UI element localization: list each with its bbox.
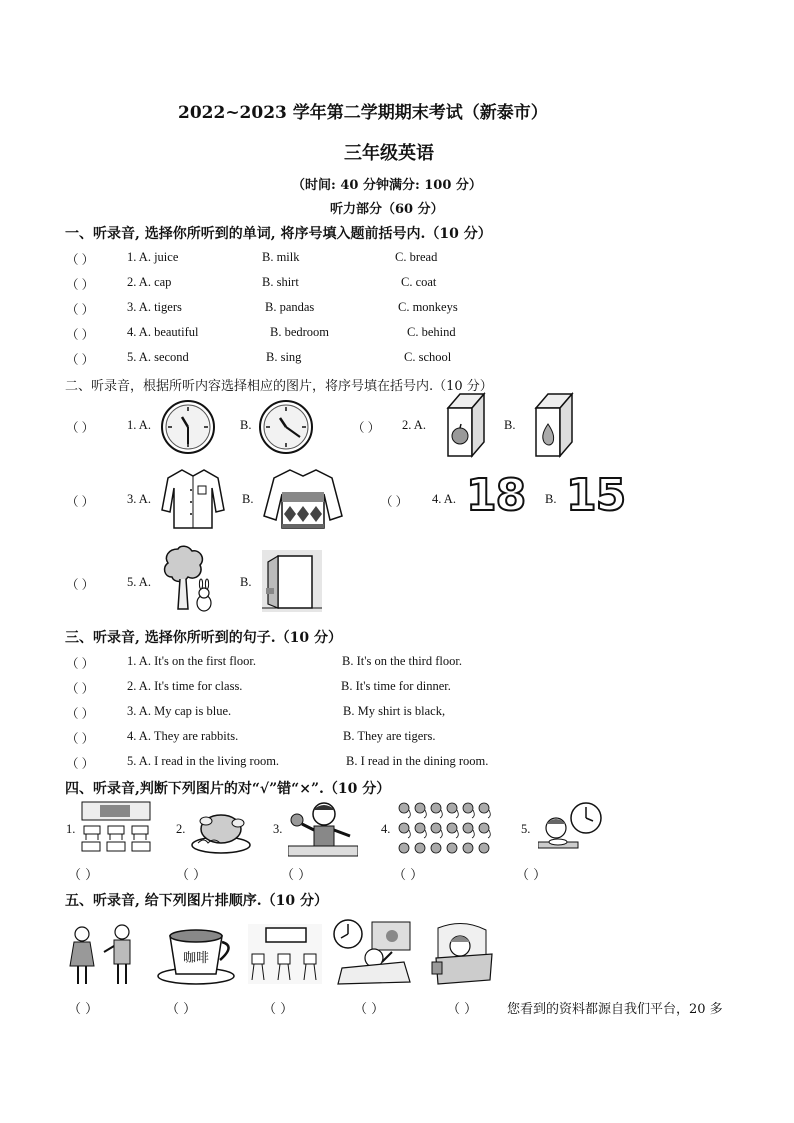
number-b: 15 [566, 470, 626, 521]
exam-time: （时间: 40 分钟满分: 100 分） [292, 178, 482, 193]
exam-title: 2022~2023 学年第二学期期末考试（新泰市） [178, 103, 548, 123]
judge-paren[interactable]: （ ） [516, 868, 547, 883]
listening-part-label: 听力部分（60 分） [330, 202, 444, 217]
answer-paren[interactable]: （ ） [66, 682, 95, 696]
section-1-heading: 一、听录音, 选择你所听到的单词, 将序号填入题前括号内.（10 分） [65, 226, 492, 242]
option-a: 1. A. juice [127, 250, 179, 264]
boy-eating-clock-icon [538, 800, 604, 858]
answer-paren[interactable]: （ ） [66, 328, 95, 342]
judge-paren[interactable]: （ ） [281, 868, 312, 883]
boy-icon [288, 800, 358, 860]
option-b: B. It's on the third floor. [342, 654, 462, 668]
option-b-label: B. [240, 575, 252, 589]
option-b: B. bedroom [270, 325, 330, 339]
option-c: C. school [404, 350, 452, 364]
answer-paren[interactable]: （ ） [66, 495, 95, 509]
answer-paren[interactable]: （ ） [66, 278, 95, 292]
roast-chicken-icon [190, 803, 252, 855]
question-label: 2. A. [402, 418, 426, 432]
door-icon [262, 550, 322, 612]
answer-paren[interactable]: （ ） [66, 757, 95, 771]
sweater-icon [260, 466, 346, 530]
answer-paren[interactable]: （ ） [66, 353, 95, 367]
option-c: C. coat [401, 275, 437, 289]
option-a: 2. A. It's time for class. [127, 679, 243, 693]
order-paren[interactable]: （ ） [354, 1002, 385, 1017]
item-label: 1. [66, 822, 76, 836]
two-people-talking-icon [64, 922, 142, 988]
option-a: 5. A. second [127, 350, 189, 364]
judge-paren[interactable]: （ ） [176, 868, 207, 883]
answer-paren[interactable]: （ ） [66, 253, 95, 267]
section-3-heading: 三、听录音, 选择你所听到的句子.（10 分） [65, 630, 342, 646]
option-b: B. My shirt is black, [343, 704, 446, 718]
answer-paren[interactable]: （ ） [66, 303, 95, 317]
cup-text: 咖啡 [182, 951, 210, 966]
option-a: 4. A. They are rabbits. [127, 729, 239, 743]
answer-paren[interactable]: （ ） [66, 732, 95, 746]
answer-paren[interactable]: （ ） [66, 657, 95, 671]
answer-paren[interactable]: （ ） [352, 421, 381, 435]
section-5-heading: 五、听录音, 给下列图片排顺序.（10 分） [65, 893, 328, 909]
question-label: 5. A. [127, 575, 151, 589]
option-b: B. sing [266, 350, 302, 364]
art-room-icon [248, 924, 322, 984]
waking-up-clock-icon [332, 918, 414, 988]
clock-icon [160, 399, 216, 455]
juice-box-apple-icon [440, 392, 490, 458]
footer-note: 您看到的资料都源自我们平台，20 多 [507, 1002, 723, 1017]
option-b: B. milk [262, 250, 300, 264]
option-a: 2. A. cap [127, 275, 172, 289]
option-c: C. monkeys [398, 300, 458, 314]
option-a: 5. A. I read in the living room. [127, 754, 280, 768]
monkeys-icon [396, 800, 500, 858]
question-label: 4. A. [432, 492, 456, 506]
classroom-icon [80, 800, 152, 858]
option-b-label: B. [504, 418, 516, 432]
item-label: 3. [273, 822, 283, 836]
answer-paren[interactable]: （ ） [66, 707, 95, 721]
option-b: B. shirt [262, 275, 299, 289]
order-paren[interactable]: （ ） [263, 1002, 294, 1017]
option-a: 3. A. tigers [127, 300, 182, 314]
option-b-label: B. [545, 492, 557, 506]
option-b: B. pandas [265, 300, 315, 314]
option-b-label: B. [240, 418, 252, 432]
answer-paren[interactable]: （ ） [66, 578, 95, 592]
tree-rabbit-icon [160, 545, 218, 613]
option-a: 1. A. It's on the first floor. [127, 654, 256, 668]
coffee-cup-icon [156, 922, 238, 986]
option-b: B. I read in the dining room. [346, 754, 489, 768]
option-a: 4. A. beautiful [127, 325, 199, 339]
exam-subtitle: 三年级英语 [344, 143, 434, 164]
juice-box-pear-icon [528, 392, 578, 458]
section-2-heading: 二、听录音，根据所听内容选择相应的图片，将序号填在括号内.（10 分） [65, 379, 493, 394]
order-paren[interactable]: （ ） [68, 1002, 99, 1017]
judge-paren[interactable]: （ ） [393, 868, 424, 883]
option-c: C. behind [407, 325, 456, 339]
shirt-icon [158, 466, 228, 530]
option-c: C. bread [395, 250, 438, 264]
sleeping-girl-icon [428, 918, 498, 988]
question-label: 3. A. [127, 492, 151, 506]
option-b: B. It's time for dinner. [341, 679, 451, 693]
order-paren[interactable]: （ ） [447, 1002, 478, 1017]
option-b: B. They are tigers. [343, 729, 436, 743]
question-label: 1. A. [127, 418, 151, 432]
clock-icon [258, 399, 314, 455]
judge-paren[interactable]: （ ） [68, 868, 99, 883]
option-b-label: B. [242, 492, 254, 506]
item-label: 4. [381, 822, 391, 836]
answer-paren[interactable]: （ ） [66, 421, 95, 435]
answer-paren[interactable]: （ ） [380, 495, 409, 509]
option-a: 3. A. My cap is blue. [127, 704, 232, 718]
section-4-heading: 四、听录音,判断下列图片的对“√”错“×”.（10 分） [65, 781, 391, 797]
order-paren[interactable]: （ ） [166, 1002, 197, 1017]
number-a: 18 [466, 470, 526, 521]
item-label: 5. [521, 822, 531, 836]
item-label: 2. [176, 822, 186, 836]
